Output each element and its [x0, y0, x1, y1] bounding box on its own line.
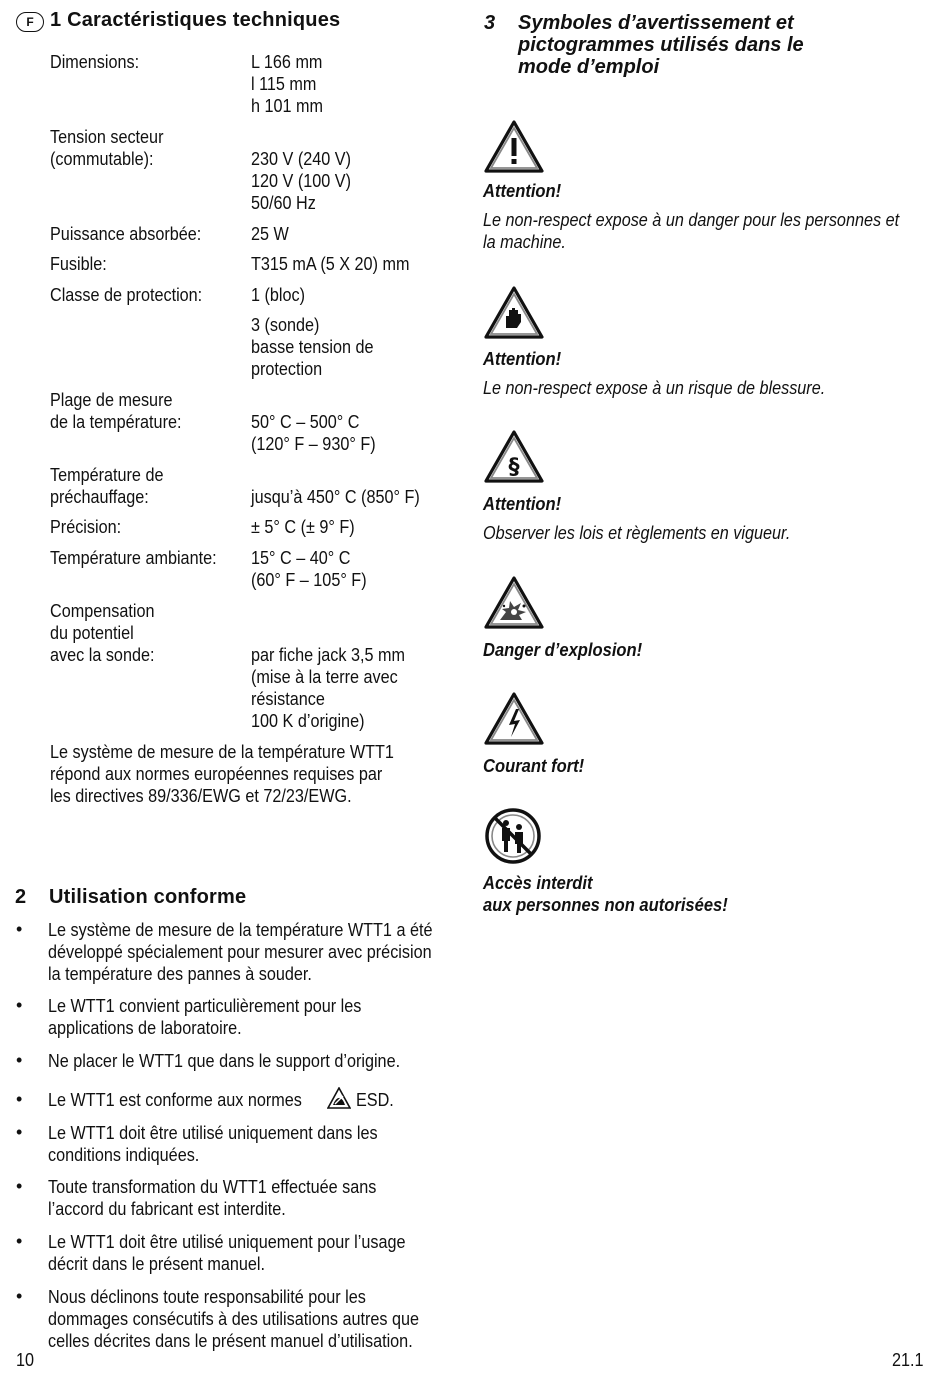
symbol-title: Courant fort! — [483, 756, 585, 776]
page-number-right: 21.1 — [892, 1350, 924, 1370]
spec-value: T315 mA (5 X 20) mm — [251, 254, 410, 274]
section3-title: mode d’emploi — [518, 56, 660, 78]
hand-injury-warning-icon — [484, 286, 544, 340]
spec-value: 3 (sonde) — [251, 315, 320, 335]
section2-title: Utilisation conforme — [49, 886, 247, 908]
section3-number: 3 — [484, 12, 496, 34]
paragraph-law-warning-icon — [484, 430, 544, 484]
spec-label: Classe de protection: — [50, 285, 203, 305]
language-badge: F — [16, 12, 44, 32]
high-voltage-warning-icon — [484, 692, 544, 746]
list-item: Ne placer le WTT1 que dans le support d’origine. — [48, 1051, 401, 1071]
spec-value: par fiche jack 3,5 mm — [251, 645, 405, 665]
note-line: Le système de mesure de la température WTT1 — [50, 742, 394, 762]
list-item: applications de laboratoire. — [48, 1018, 242, 1038]
symbol-title: Accès interdit — [483, 873, 593, 893]
list-item: la température des pannes à souder. — [48, 964, 312, 984]
note-line: les directives 89/336/EWG et 72/23/EWG. — [50, 786, 352, 806]
spec-label: de la température: — [50, 412, 182, 432]
spec-value: 50/60 Hz — [251, 193, 316, 213]
list-item: l’accord du fabricant est interdite. — [48, 1199, 286, 1219]
spec-value: basse tension de — [251, 337, 374, 357]
spec-value: jusqu’à 450° C (850° F) — [251, 487, 420, 507]
list-item: ESD. — [356, 1090, 394, 1110]
list-item: Le WTT1 convient particulièrement pour les — [48, 996, 362, 1016]
spec-label: Compensation — [50, 601, 155, 621]
bullet-icon: • — [16, 995, 23, 1015]
spec-value: 120 V (100 V) — [251, 171, 351, 191]
symbol-title: Attention! — [483, 494, 562, 514]
bullet-icon: • — [16, 1050, 23, 1070]
list-item: conditions indiquées. — [48, 1145, 200, 1165]
list-item: Le WTT1 est conforme aux normes — [48, 1090, 302, 1110]
list-item: celles décrites dans le présent manuel d’utilisation. — [48, 1331, 413, 1351]
spec-label: Température de — [50, 465, 164, 485]
spec-label: (commutable): — [50, 149, 154, 169]
spec-value: ± 5° C (± 9° F) — [251, 517, 355, 537]
bullet-icon: • — [16, 1122, 23, 1142]
spec-label: Fusible: — [50, 254, 107, 274]
list-item: Nous déclinons toute responsabilité pour les — [48, 1287, 366, 1307]
svg-text:§: § — [508, 455, 520, 480]
symbol-title: aux personnes non autorisées! — [483, 895, 728, 915]
spec-label: Puissance absorbée: — [50, 224, 202, 244]
spec-value: 1 (bloc) — [251, 285, 306, 305]
spec-value: (60° F – 105° F) — [251, 570, 367, 590]
bullet-icon: • — [16, 1089, 23, 1109]
spec-value: 230 V (240 V) — [251, 149, 351, 169]
spec-label: Plage de mesure — [50, 390, 173, 410]
list-item: Le système de mesure de la température WTT1 a été — [48, 920, 433, 940]
spec-value: (120° F – 930° F) — [251, 434, 376, 454]
spec-value: 50° C – 500° C — [251, 412, 360, 432]
list-item: Toute transformation du WTT1 effectuée sans — [48, 1177, 377, 1197]
spec-value: L 166 mm — [251, 52, 323, 72]
spec-label: du potentiel — [50, 623, 134, 643]
bullet-icon: • — [16, 1286, 23, 1306]
spec-label: Tension secteur — [50, 127, 164, 147]
symbol-text: Le non-respect expose à un risque de blessure. — [483, 378, 826, 398]
spec-value: l 115 mm — [251, 74, 317, 94]
spec-value: 15° C – 40° C — [251, 548, 351, 568]
spec-label: avec la sonde: — [50, 645, 155, 665]
no-entry-persons-icon — [484, 807, 542, 865]
spec-label: Température ambiante: — [50, 548, 217, 568]
page-number-left: 10 — [16, 1350, 35, 1370]
exclamation-warning-icon — [484, 120, 544, 174]
note-line: répond aux normes européennes requises par — [50, 764, 383, 784]
bullet-icon: • — [16, 919, 23, 939]
spec-label: préchauffage: — [50, 487, 149, 507]
list-item: dommages consécutifs à des utilisations autres que — [48, 1309, 420, 1329]
bullet-icon: • — [16, 1176, 23, 1196]
spec-label: Dimensions: — [50, 52, 140, 72]
bullet-icon: • — [16, 1231, 23, 1251]
list-item: décrit dans le présent manuel. — [48, 1254, 266, 1274]
esd-icon — [327, 1087, 351, 1109]
section2-number: 2 — [15, 886, 27, 908]
spec-value: résistance — [251, 689, 325, 709]
spec-label: Précision: — [50, 517, 122, 537]
spec-value: protection — [251, 359, 323, 379]
spec-value: h 101 mm — [251, 96, 324, 116]
symbol-title: Attention! — [483, 349, 562, 369]
section1-title: 1 Caractéristiques techniques — [50, 9, 341, 31]
symbol-title: Attention! — [483, 181, 562, 201]
spec-value: (mise à la terre avec — [251, 667, 398, 687]
symbol-text: la machine. — [483, 232, 566, 252]
spec-value: 100 K d’origine) — [251, 711, 365, 731]
explosion-warning-icon — [484, 576, 544, 630]
list-item: Le WTT1 doit être utilisé uniquement dans les — [48, 1123, 378, 1143]
section3-title: pictogrammes utilisés dans le — [518, 34, 804, 56]
symbol-text: Observer les lois et règlements en vigueur. — [483, 523, 791, 543]
section3-title: Symboles d’avertissement et — [518, 12, 794, 34]
symbol-text: Le non-respect expose à un danger pour les personnes et — [483, 210, 900, 230]
list-item: Le WTT1 doit être utilisé uniquement pour l’usage — [48, 1232, 406, 1252]
symbol-title: Danger d’explosion! — [483, 640, 643, 660]
spec-value: 25 W — [251, 224, 289, 244]
list-item: développé spécialement pour mesurer avec précision — [48, 942, 432, 962]
